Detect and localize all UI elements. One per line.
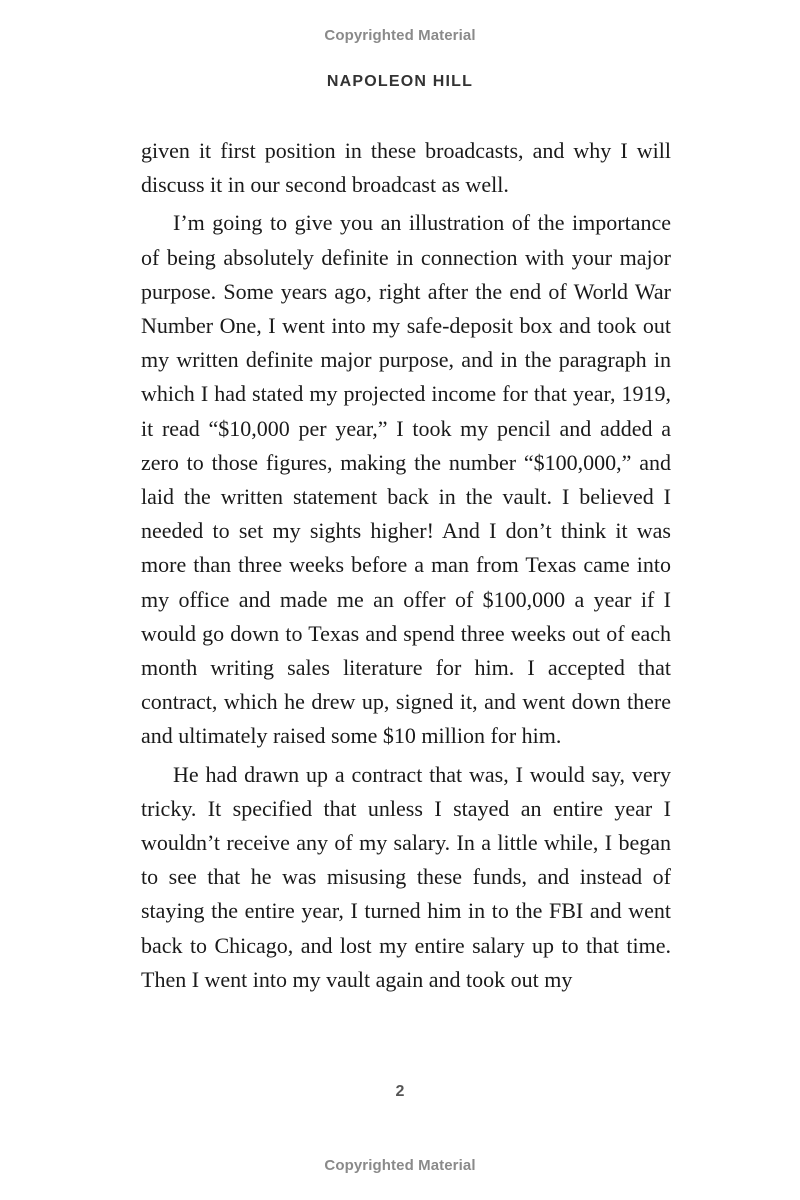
page-number: 2 <box>395 1083 405 1100</box>
body-text <box>141 134 671 997</box>
paragraph-1: given it first position in these broadcasts, and why I will discuss it in our second broadcast as well. <box>141 138 671 198</box>
copyright-watermark-bottom: Copyrighted Material <box>324 1157 476 1174</box>
running-head-author: NAPOLEON HILL <box>326 73 474 90</box>
paragraph-3: He had drawn up a contract that was, I would say, very tricky. It specified that unless I stayed an entire year I wouldn’t receive any of my salary. In a little while, I began to see that he was misusing these funds, and instead of staying the entire year, I turned him in to the FBI and went back to Chicago, and lost my entire salary up to that time. Then I went into my vault again and took out my <box>141 761 671 992</box>
paragraph-2: I’m going to give you an illustration of the importance of being absolutely definite in connection with your major purpose. Some years ago, right after the end of World War Number One, I went into my safe-deposit box and took out my written definite major purpose, and in the paragraph in which I had stated my projected income for that year, 1919, it read “$10,000 per year,” I took my pencil and added a zero to those figures, making the number “$100,000,” and laid the written statement back in the vault. I believed I needed to set my sights higher! And I don’t think it was more than three weeks before a man from Texas came into my office and made me an offer of $100,000 a year if I would go down to Texas and spend three weeks out of each month writing sales literature for him. I accepted that contract, which he drew up, signed it, and went down there and ultimately raised some $10 million for him. <box>141 210 671 749</box>
copyright-watermark-top: Copyrighted Material <box>324 27 476 44</box>
